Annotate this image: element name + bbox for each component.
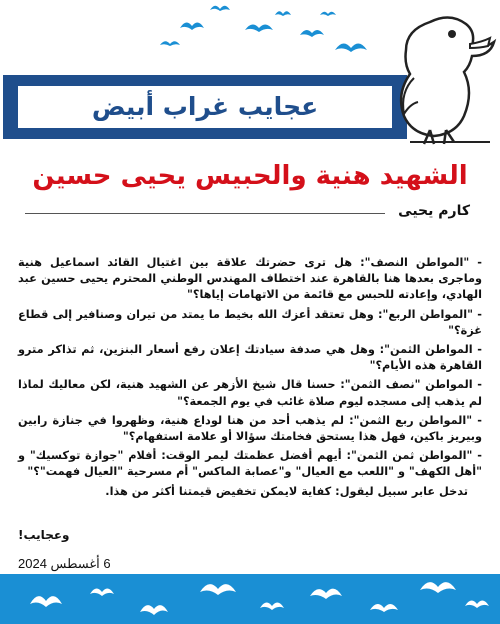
article-author: كارم يحيى (398, 203, 470, 219)
article-paragraph: - "المواطن النصف": هل ترى حضرتك علاقة بين اغتيال القائد اسماعيل هنية وماجرى بعدها هنا بالقاهرة عند اختطاف المهندس الوطني المحترم يحيى حسين عبد الهادي، وإعادته للحبس مع قائمة من الاتهامات إياها؟" (18, 256, 482, 302)
article-paragraph: تدخل عابر سبيل ليقول: كفاية لايمكن تخفيض قيمتنا أكثر من هذا. (105, 484, 468, 498)
author-divider (25, 213, 385, 214)
banner-title: عجايب غراب أبيض (91, 92, 319, 121)
article-paragraph: - "المواطن الربع": وهل تعتقد أعزك الله بخيط ما يمتد من تيران وصنافير إلى قطاع غزة؟" (18, 307, 482, 337)
article-signoff: وعجايب! (18, 528, 70, 542)
flying-birds-icon (150, 0, 380, 80)
article-headline: الشهيد هنية والحبيس يحيى حسين (32, 161, 468, 191)
header-banner (0, 0, 500, 150)
article-body (18, 255, 482, 503)
article-paragraph: - المواطن الثمن": وهل هي صدفة سيادتك إعلان رفع أسعار البنزين، ثم تذاكر مترو القاهرة هذه الأيام؟" (18, 343, 482, 373)
article-paragraph: - "المواطن ربع الثمن": لم يذهب أحد من هنا لوداع هنية، وظهروا في جنازة رابين وبيريز باكين، فهل هذا يستحق فخامتك سؤالا أو علامة استفهام؟" (18, 413, 482, 444)
white-crow-icon (370, 2, 500, 148)
article-paragraph: - المواطن "نصف الثمن": حسنا قال شيخ الأزهر عن الشهيد هنية، لكن معاليك لماذا لم يذهب إلى مسجده ليوم صلاة غائب في يوم الجمعة؟" (18, 378, 482, 408)
article-paragraph: - "المواطن ثمن الثمن": أيهم أفضل عظمتك ليمر الوقت: أفلام "جوازة توكسيك" و "أهل الكهف" و "اللعب مع العيال" و"عصابة الماكس" أم مسرحية "العيال فهمت"؟" (18, 449, 482, 479)
footer-birds-icon (0, 574, 500, 624)
article-date: 6 أغسطس 2024 (18, 556, 111, 571)
